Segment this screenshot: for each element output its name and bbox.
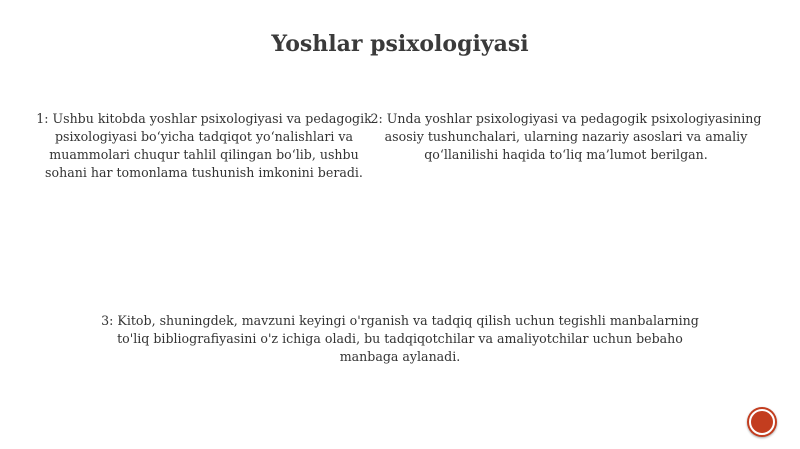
slide-title: Yoshlar psixologiyasi [271,31,529,57]
circle-button-icon[interactable] [747,407,777,437]
paragraph-1: 1: Ushbu kitobda yoshlar psixologiyasi va pedagogik psixologiyasi bo‘yicha tadqiqot yo‘nalishlari va muammolari chuqur tahlil qilingan bo‘lib, ushbu sohani har tomonlama tushunish imkonini beradi. [36,111,372,180]
paragraph-2: 2: Unda yoshlar psixologiyasi va pedagogik psixologiyasining asosiy tushunchalari, ularning nazariy asoslari va amaliy qo‘llanilishi haqida to‘liq ma’lumot berilgan. [370,111,762,162]
button-core [753,413,771,431]
paragraph-3: 3: Kitob, shuningdek, mavzuni keyingi o'rganish va tadqiq qilish uchun tegishli manbalarning to'liq bibliografiyasini o'z ichiga oladi, bu tadqiqotchilar va amaliyotchilar uchun bebaho manbaga aylanadi. [101,313,699,364]
